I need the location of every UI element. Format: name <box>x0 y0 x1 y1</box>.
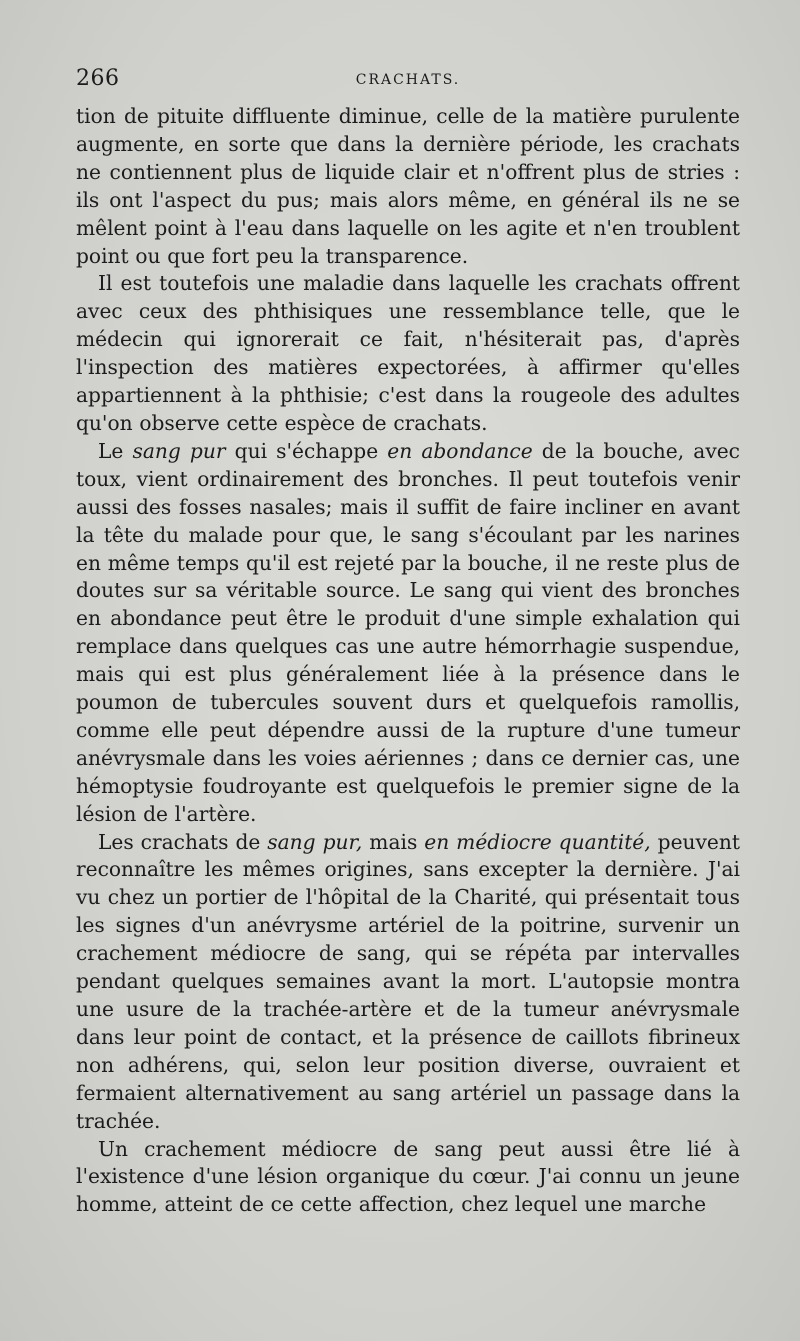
running-head <box>76 66 740 100</box>
running-title: CRACHATS. <box>355 72 461 88</box>
paragraph-text: Il est toutefois une maladie dans laquelle les crachats offrent avec ceux des phthisiques une ressemblance telle, que le médecin qui ignorerait ce fait, n'hésiterait pas, d'après l'inspection des matières expectorées, à affirmer qu'elles appartiennent à la phthisie; c'est dans la rougeole des adultes qu'on observe cette espèce de crachats. <box>76 271 740 435</box>
paragraph-text: tion de pituite diffluente diminue, celle de la matière purulente augmente, en sorte que dans la dernière période, les crachats ne contiennent plus de liquide clair et n'offrent plus de stries : ils ont l'aspect du pus; mais alors même, en général ils ne se mêlent point à l'eau dans laquelle on les agite et n'en troublent point ou que fort peu la transparence. <box>76 104 740 268</box>
italic-term-sang-pur: sang pur, <box>267 829 363 854</box>
paragraph-3 <box>76 438 740 829</box>
paragraph-text: mais <box>362 829 425 854</box>
paragraph-text: de la bouche, avec toux, vient ordinairement des bronches. Il peut toutefois venir aussi des fosses nasales; mais il suffit de faire incliner en avant la tête du malade pour que, le sang s'écoulant par les narines en même temps qu'il est rejeté par la bouche, il ne reste plus de doutes sur sa véritable source. Le sang qui vient des bronches en abondance peut être le produit d'une simple exhalation qui remplace dans quelques cas une autre hémorrhagie suspendue, mais qui est plus généralement liée à la présence dans le poumon de tubercules souvent durs et quelquefois ramollis, comme elle peut dépendre aussi de la rupture d'une tumeur anévrysmale dans les voies aériennes ; dans ce dernier cas, une hémoptysie foudroyante est quelquefois le premier signe de la lésion de l'artère. <box>76 438 740 826</box>
body-text <box>76 103 740 1219</box>
page-number: 266 <box>76 66 120 91</box>
paragraph-1 <box>76 103 740 270</box>
paragraph-5 <box>76 1136 740 1220</box>
paragraph-text: Un crachement médiocre de sang peut aussi être lié à l'existence d'une lésion organique du cœur. J'ai connu un jeune homme, atteint de ce cette affection, chez lequel une marche <box>76 1136 740 1217</box>
paragraph-2 <box>76 270 740 437</box>
paragraph-text: peuvent reconnaître les mêmes origines, sans excepter la dernière. J'ai vu chez un portier de l'hôpital de la Charité, qui présentait tous les signes d'un anévrysme artériel de la poitrine, survenir un crachement médiocre de sang, qui se répéta par intervalles pendant quelques semaines avant la mort. L'autopsie montra une usure de la trachée-artère et de la tumeur anévrysmale dans leur point de contact, et la présence de caillots fibrineux non adhérens, qui, selon leur position diverse, ouvraient et fermaient alternativement au sang artériel un passage dans la trachée. <box>76 829 740 1133</box>
italic-term-en-abondance: en abondance <box>387 438 533 463</box>
italic-term-mediocre-quantite: en médiocre quantité, <box>424 829 651 854</box>
paragraph-4 <box>76 829 740 1136</box>
italic-term-sang-pur: sang pur <box>132 438 226 463</box>
paragraph-text: Le <box>98 438 133 463</box>
paragraph-text: qui s'échappe <box>225 438 388 463</box>
paragraph-text: Les crachats de <box>98 829 268 854</box>
